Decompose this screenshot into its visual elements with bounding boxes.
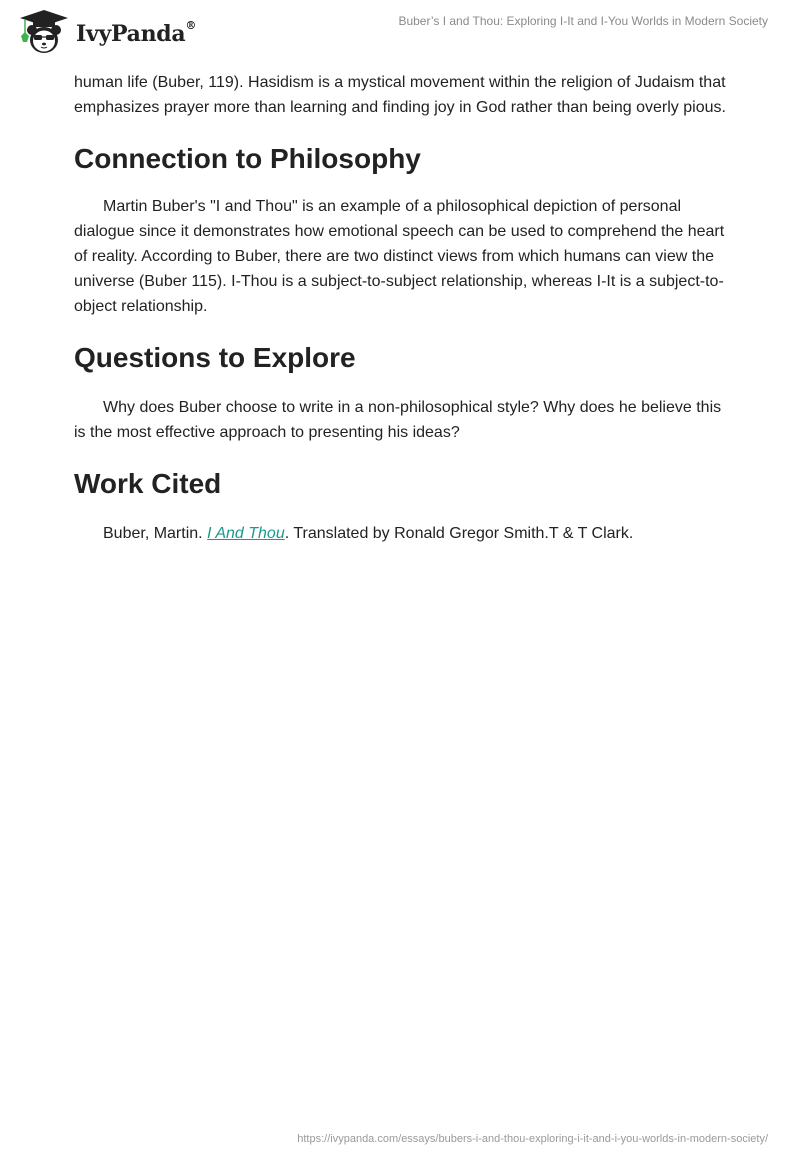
panda-graduate-icon: [16, 8, 72, 56]
page-header: [0, 0, 800, 60]
section-heading-work-cited: Work Cited: [74, 468, 222, 499]
section-paragraph-questions: Why does Buber choose to write in a non-philosophical style? Why does he believe this is the most effective approach to presenting his ideas?: [74, 399, 722, 441]
section-heading-questions: Questions to Explore: [74, 342, 356, 373]
citation-prefix: Buber, Martin.: [103, 525, 208, 542]
intro-paragraph: human life (Buber, 119). Hasidism is a mystical movement within the religion of Judaism that emphasizes prayer more than learning and finding joy in God rather than being overly pious.: [74, 74, 726, 116]
brand-name: IvyPanda®: [76, 18, 197, 47]
citation-title-link[interactable]: I And Thou: [207, 525, 285, 542]
citation-entry: [74, 521, 734, 546]
citation-suffix: . Translated by Ronald Gregor Smith.T & T Clark.: [284, 525, 634, 542]
article-body: [74, 70, 734, 546]
document-title: Buber’s I and Thou: Exploring I-It and I-You Worlds in Modern Society: [398, 14, 768, 28]
ivypanda-logo[interactable]: [16, 8, 196, 56]
source-url[interactable]: https://ivypanda.com/essays/bubers-i-and-thou-exploring-i-it-and-i-you-worlds-in-modern-society/: [297, 1133, 768, 1145]
section-paragraph-connection: Martin Buber's "I and Thou" is an example of a philosophical depiction of personal dialogue since it demonstrates how emotional speech can be used to comprehend the heart of reality. According to Buber, there are two distinct views from which humans can view the universe (Buber 115). I-Thou is a subject-to-subject relationship, whereas I-It is a subject-to-object relationship.: [74, 198, 725, 315]
section-heading-connection: Connection to Philosophy: [74, 143, 421, 174]
